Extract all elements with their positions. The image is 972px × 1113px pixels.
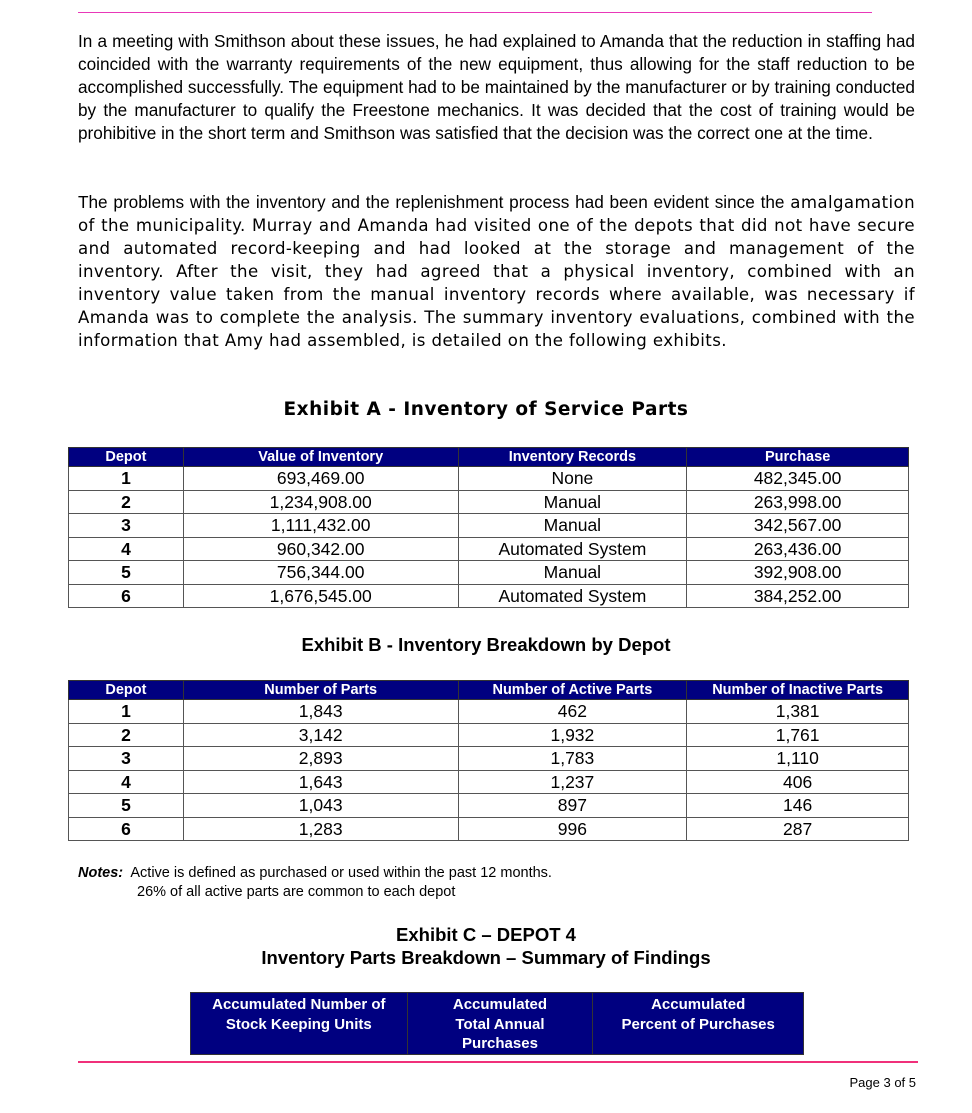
exhibit-b-table [68, 680, 909, 841]
table-cell: 2,893 [183, 747, 458, 771]
footer-rule [78, 1061, 918, 1063]
page-number: Page 3 of 5 [849, 1075, 916, 1090]
table-row [69, 584, 909, 608]
column-header [407, 993, 593, 1055]
notes-label: Notes: [78, 865, 124, 881]
column-header [593, 993, 804, 1055]
paragraph-inventory-lead: The problems with the inventory and the replenishment process had been evident since the [78, 192, 785, 212]
table-cell: 384,252.00 [687, 584, 909, 608]
column-header: Depot [69, 448, 184, 467]
depot-cell: 1 [69, 700, 184, 724]
table-cell: 1,283 [183, 817, 458, 841]
table-row [69, 537, 909, 561]
table-cell: 960,342.00 [183, 537, 458, 561]
column-header-line: Accumulated Number of [212, 996, 386, 1013]
column-header-line: Percent of Purchases [621, 1015, 775, 1033]
table-cell: 1,237 [458, 770, 687, 794]
table-cell: 263,436.00 [687, 537, 909, 561]
column-header-line: Total Annual [455, 1015, 545, 1033]
depot-cell: 5 [69, 561, 184, 585]
table-cell: None [458, 467, 687, 491]
paragraph-meeting: In a meeting with Smithson about these issues, he had explained to Amanda that the reduction in staffing had coincided with the warranty requirements of the new equipment, thus allowing for the staff reduction to be accomplished successfully. The equipment had to be maintained by the manufacturer or by training conducted by the manufacturer to qualify the Freestone mechanics. It was decided that the cost of training would be prohibitive in the short term and Smithson was satisfied that the decision was the correct one at the time. [78, 31, 915, 143]
table-cell: 1,932 [458, 723, 687, 747]
exhibit-b-title: Exhibit B - Inventory Breakdown by Depot [301, 634, 671, 655]
table-cell: 462 [458, 700, 687, 724]
table-cell: 342,567.00 [687, 514, 909, 538]
table-row [69, 561, 909, 585]
table-cell: Manual [458, 514, 687, 538]
table-cell: Automated System [458, 537, 687, 561]
depot-cell: 2 [69, 490, 184, 514]
table-row [69, 794, 909, 818]
column-header [191, 993, 408, 1055]
exhibit-c-table [190, 992, 804, 1055]
exhibit-a-table [68, 447, 909, 608]
notes [78, 864, 552, 902]
table-cell: 146 [687, 794, 909, 818]
column-header-line: Purchases [462, 1035, 538, 1052]
table-cell: 1,381 [687, 700, 909, 724]
column-header: Number of Active Parts [458, 681, 687, 700]
exhibit-c-title: Exhibit C – DEPOT 4 [396, 924, 576, 945]
table-row [69, 770, 909, 794]
table-cell: 1,761 [687, 723, 909, 747]
depot-cell: 1 [69, 467, 184, 491]
table-cell: 392,908.00 [687, 561, 909, 585]
paragraph-inventory [78, 191, 915, 352]
paragraph-inventory-body: amalgamation of the municipality. Murray and Amanda had visited one of the depots that did not have secure and automated record-keeping and had looked at the storage and management of the inventory. After the visit, they had agreed that a physical inventory, combined with an inventory value taken from the manual inventory records where available, was necessary if Amanda was to complete the analysis. The summary inventory evaluations, combined with the information that Amy had assembled, is detailed on the following exhibits. [78, 193, 915, 350]
depot-cell: 4 [69, 770, 184, 794]
table-cell: 996 [458, 817, 687, 841]
table-cell: 482,345.00 [687, 467, 909, 491]
column-header: Purchase [687, 448, 909, 467]
table-row [69, 490, 909, 514]
table-cell: Manual [458, 561, 687, 585]
column-header: Depot [69, 681, 184, 700]
table-cell: 1,843 [183, 700, 458, 724]
column-header-line: Accumulated [651, 996, 746, 1013]
depot-cell: 3 [69, 747, 184, 771]
table-cell: 287 [687, 817, 909, 841]
depot-cell: 3 [69, 514, 184, 538]
table-cell: Manual [458, 490, 687, 514]
column-header-line: Accumulated [452, 996, 548, 1013]
table-cell: 1,110 [687, 747, 909, 771]
table-cell: 1,043 [183, 794, 458, 818]
table-cell: Automated System [458, 584, 687, 608]
column-header: Number of Inactive Parts [687, 681, 909, 700]
table-row [69, 467, 909, 491]
table-cell: 1,783 [458, 747, 687, 771]
exhibit-c-subtitle: Inventory Parts Breakdown – Summary of Findings [261, 947, 711, 968]
table-cell: 3,142 [183, 723, 458, 747]
column-header-line: Stock Keeping Units [225, 1015, 372, 1033]
table-cell: 1,643 [183, 770, 458, 794]
depot-cell: 6 [69, 817, 184, 841]
table-row [69, 723, 909, 747]
table-row [69, 817, 909, 841]
table-row [69, 700, 909, 724]
table-cell: 1,234,908.00 [183, 490, 458, 514]
depot-cell: 2 [69, 723, 184, 747]
column-header: Number of Parts [183, 681, 458, 700]
table-cell: 1,111,432.00 [183, 514, 458, 538]
column-header: Value of Inventory [183, 448, 458, 467]
table-cell: 406 [687, 770, 909, 794]
table-cell: 263,998.00 [687, 490, 909, 514]
table-cell: 897 [458, 794, 687, 818]
depot-cell: 5 [69, 794, 184, 818]
table-cell: 1,676,545.00 [183, 584, 458, 608]
table-cell: 756,344.00 [183, 561, 458, 585]
table-cell: 693,469.00 [183, 467, 458, 491]
depot-cell: 4 [69, 537, 184, 561]
notes-line-2: 26% of all active parts are common to each depot [137, 884, 456, 900]
depot-cell: 6 [69, 584, 184, 608]
notes-line-1: Active is defined as purchased or used within the past 12 months. [130, 865, 552, 881]
exhibit-a-title: Exhibit A - Inventory of Service Parts [283, 399, 689, 420]
table-row [69, 747, 909, 771]
column-header: Inventory Records [458, 448, 687, 467]
table-row [69, 514, 909, 538]
header-rule [78, 12, 872, 13]
